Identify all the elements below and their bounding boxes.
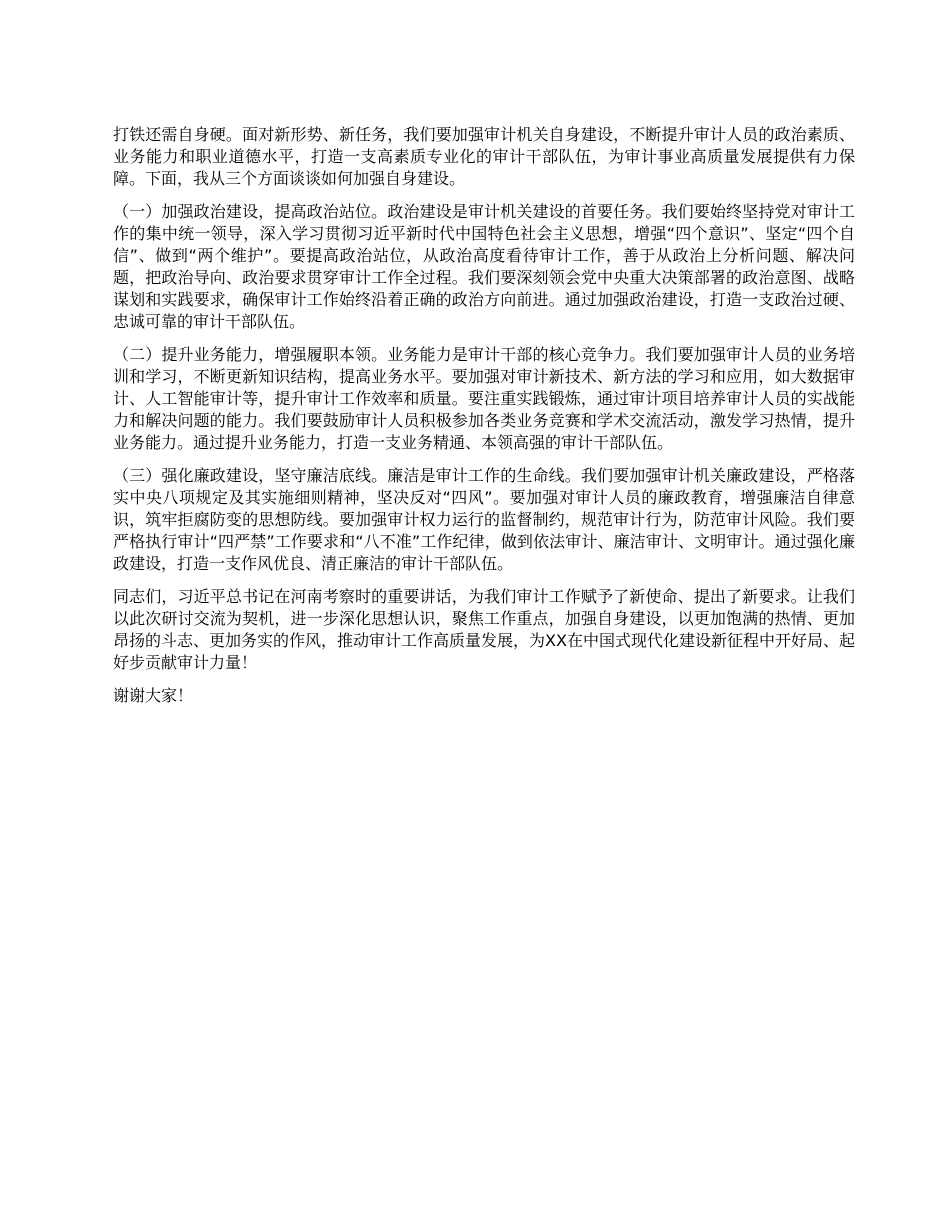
thanks-paragraph: 谢谢大家！ (113, 686, 194, 705)
intro-paragraph: 打铁还需自身硬。面对新形势、新任务，我们要加强审计机关自身建设，不断提升审计人员的政治素质、业务能力和职业道德水平，打造一支高素质专业化的审计干部队伍，为审计事业高质量发展提供有力保障。下面，我从三个方面谈谈如何加强自身建设。 (113, 125, 855, 188)
integrity-building-paragraph: （三）强化廉政建设，坚守廉洁底线。廉洁是审计工作的生命线。我们要加强审计机关廉政建设，严格落实中央八项规定及其实施细则精神，坚决反对“四风”。要加强对审计人员的廉政教育，增强廉洁自律意识，筑牢拒腐防变的思想防线。要加强审计权力运行的监督制约，规范审计行为，防范审计风险。我们要严格执行审计“四严禁”工作要求和“八不准”工作纪律，做到依法审计、廉洁审计、文明审计。通过强化廉政建设，打造一支作风优良、清正廉洁的审计干部队伍。 (113, 466, 855, 573)
document-body (113, 124, 855, 718)
business-ability-paragraph: （二）提升业务能力，增强履职本领。业务能力是审计干部的核心竞争力。我们要加强审计人员的业务培训和学习，不断更新知识结构，提高业务水平。要加强对审计新技术、新方法的学习和应用，如大数据审计、人工智能审计等，提升审计工作效率和质量。要注重实践锻炼，通过审计项目培养审计人员的实战能力和解决问题的能力。我们要鼓励审计人员积极参加各类业务竞赛和学术交流活动，激发学习热情，提升业务能力。通过提升业务能力，打造一支业务精通、本领高强的审计干部队伍。 (113, 345, 855, 452)
closing-paragraph: 同志们，习近平总书记在河南考察时的重要讲话，为我们审计工作赋予了新使命、提出了新要求。让我们以此次研讨交流为契机，进一步深化思想认识，聚焦工作重点，加强自身建设，以更加饱满的热情、更加昂扬的斗志、更加务实的作风，推动审计工作高质量发展，为XX在中国式现代化建设新征程中开好局、起好步贡献审计力量！ (113, 587, 855, 672)
political-building-paragraph: （一）加强政治建设，提高政治站位。政治建设是审计机关建设的首要任务。我们要始终坚持党对审计工作的集中统一领导，深入学习贯彻习近平新时代中国特色社会主义思想，增强“四个意识”、坚定“四个自信”、做到“两个维护”。要提高政治站位，从政治高度看待审计工作，善于从政治上分析问题、解决问题，把政治导向、政治要求贯穿审计工作全过程。我们要深刻领会党中央重大决策部署的政治意图、战略谋划和实践要求，确保审计工作始终沿着正确的政治方向前进。通过加强政治建设，打造一支政治过硬、忠诚可靠的审计干部队伍。 (113, 202, 855, 331)
